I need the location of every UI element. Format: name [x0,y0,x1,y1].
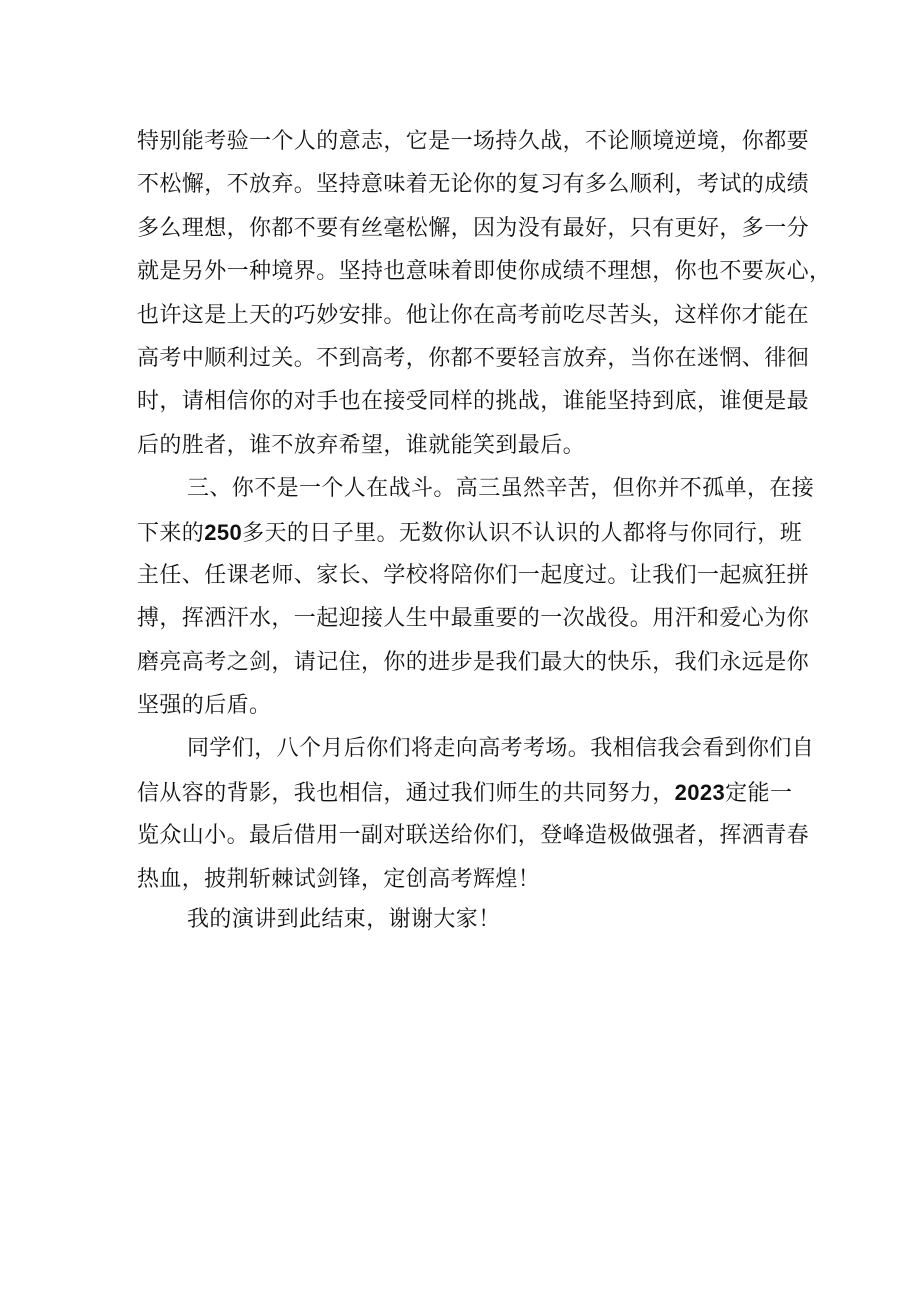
paragraph-2-line: 搏，挥洒汗水，一起迎接人生中最重要的一次战役。用汗和爱心为你 [137,606,810,632]
paragraph-2-line: 坚强的后盾。 [137,693,272,719]
paragraph-2-line: 磨亮高考之剑，请记住，你的进步是我们最大的快乐，我们永远是你 [137,649,810,675]
paragraph-2-line-suffix: 多天的日子里。无数你认识不认识的人都将与你同行，班 [242,520,803,546]
paragraph-1-line: 时，请相信你的对手也在接受同样的挑战，谁能坚持到底，谁便是最 [137,389,810,415]
paragraph-1-line: 多么理想，你都不要有丝毫松懈，因为没有最好，只有更好，多一分 [137,215,810,241]
paragraph-3-line [137,771,793,814]
paragraph-1 [137,120,832,467]
paragraph-3-line: 览众山小。最后借用一副对联送给你们，登峰造极做强者，挥洒青春 [137,823,810,849]
days-count: 250 [204,519,243,545]
paragraph-1-line: 后的胜者，谁不放弃希望，谁就能笑到最后。 [137,432,586,458]
paragraph-1-line: 也许这是上天的巧妙安排。他让你在高考前吃尽苦头，这样你才能在 [137,302,810,328]
paragraph-1-line: 就是另外一种境界。坚持也意味着即使你成绩不理想，你也不要灰心， [137,259,832,285]
paragraph-2-line: 主任、任课老师、家长、学校将陪你们一起度过。让我们一起疯狂拼 [137,562,810,588]
paragraph-3 [137,727,815,901]
paragraph-2 [137,467,815,727]
paragraph-2-line: 三、你不是一个人在战斗。高三虽然辛苦，但你并不孤单，在接 [187,476,815,502]
paragraph-1-line: 不松懈，不放弃。坚持意味着无论你的复习有多么顺利，考试的成绩 [137,172,810,198]
paragraph-3-line-suffix: 定能一 [725,780,793,806]
speech-text [137,120,832,939]
paragraph-1-line: 特别能考验一个人的意志，它是一场持久战，不论顺境逆境，你都要 [137,129,810,154]
paragraph-3-line: 热血，披荆斩棘试剑锋，定创高考辉煌！ [137,866,541,892]
year-number: 2023 [674,779,726,805]
paragraph-2-line [137,511,803,554]
paragraph-1-line: 高考中顺利过关。不到高考，你都不要轻言放弃，当你在迷惘、徘徊 [137,345,810,371]
paragraph-3-line: 同学们，八个月后你们将走向高考考场。我相信我会看到你们自 [187,736,815,762]
paragraph-2-line-prefix: 下来的 [137,520,205,546]
paragraph-3-line-prefix: 信从容的背影，我也相信，通过我们师生的共同努力， [137,780,675,806]
closing-line: 我的演讲到此结束，谢谢大家！ [187,907,501,933]
